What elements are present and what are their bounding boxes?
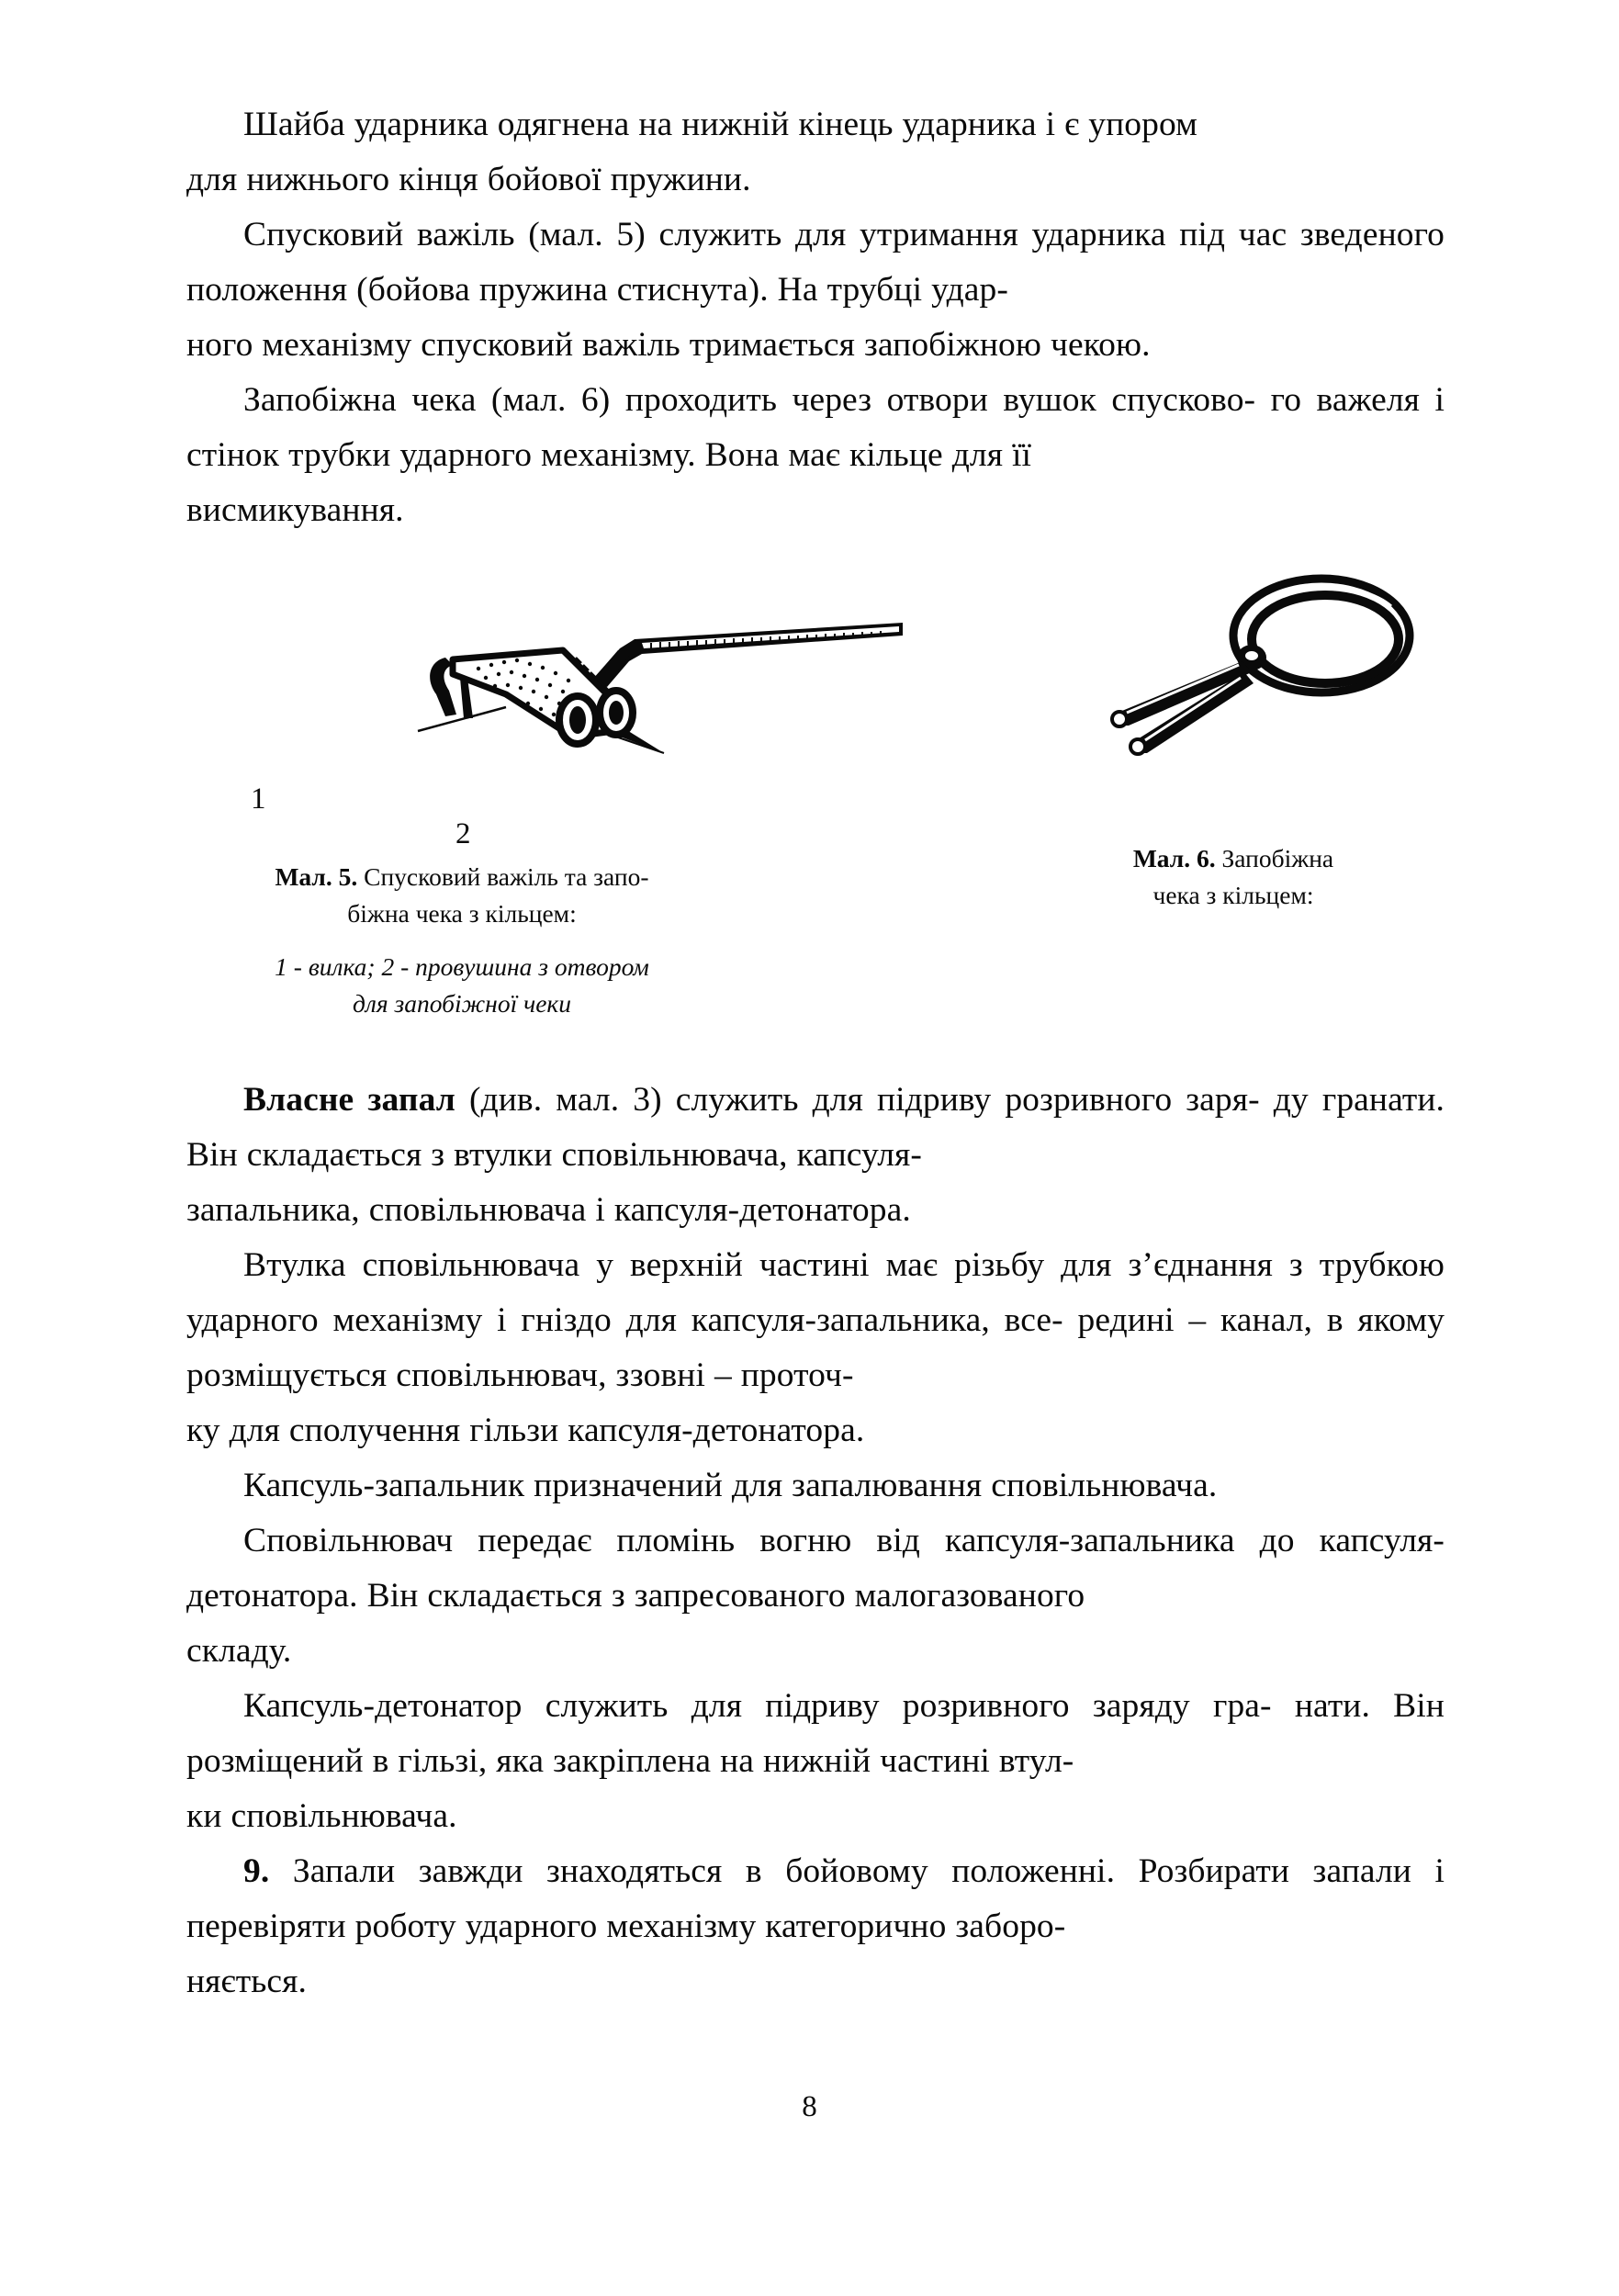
figure-5-caption	[150, 859, 774, 932]
figure-5-callout-1: 1	[251, 782, 266, 816]
figure-5-callout-2: 2	[455, 817, 471, 850]
paragraph-1-line-2: для нижнього кінця бойової пружини.	[186, 161, 751, 198]
figure-group	[186, 569, 1445, 1038]
figure-6-caption-label: Мал. 6.	[1132, 844, 1216, 872]
paragraph-9-bold-lead: 9.	[243, 1852, 270, 1890]
paragraph-5-line-1: Втулка сповільнювача у верхній частині має різьбу для з’єднання	[243, 1246, 1273, 1284]
paragraph-2-line-3: ного механізму спусковий важіль тримається запобіжною чекою.	[186, 326, 1151, 364]
figure-5-illustration	[388, 569, 903, 790]
paragraph-4-line-1: (див. мал. 3) служить для підриву розривного заря-	[455, 1081, 1260, 1119]
paragraph-4	[186, 1073, 1445, 1238]
paragraph-5-line-2: з трубкою ударного механізму і гніздо для капсуля-запальника, все-	[186, 1246, 1445, 1339]
paragraph-3	[186, 373, 1445, 538]
figure-6-caption	[1013, 840, 1454, 914]
paragraph-6-line-1: Капсуль-запальник призначений для запалювання сповільнювача.	[243, 1467, 1218, 1504]
paragraph-9-line-2: запали і перевіряти роботу ударного механізму категорично заборо-	[186, 1852, 1445, 1945]
paragraph-2	[186, 208, 1445, 373]
paragraph-4-line-2: ду гранати. Він складається з втулки сповільнювача, капсуля-	[186, 1081, 1445, 1174]
paragraph-6	[186, 1458, 1445, 1514]
paragraph-3-line-2: го важеля і стінок трубки ударного механізму. Вона має кільце для її	[186, 381, 1445, 474]
paragraph-2-line-1: Спусковий важіль (мал. 5) служить для утримання ударника під	[243, 216, 1226, 253]
figure-5-caption-label: Мал. 5.	[275, 862, 358, 891]
paragraph-8-line-1: Капсуль-детонатор служить для підриву розривного заряду гра-	[243, 1687, 1272, 1725]
paragraph-7-line-3: складу.	[186, 1632, 292, 1670]
paragraph-7-line-1: Сповільнювач передає пломінь вогню від капсуля-запальника до	[243, 1522, 1295, 1559]
paragraph-1	[186, 97, 1445, 208]
paragraph-8-line-2: нати. Він розміщений в гільзі, яка закріплена на нижній частині втул-	[186, 1687, 1445, 1780]
figure-5-key-line1: 1 - вилка; 2 - провушина з отвором	[275, 952, 649, 981]
paragraph-3-line-3: висмикування.	[186, 491, 404, 529]
paragraph-2-line-2: час зведеного положення (бойова пружина стиснута). На трубці удар-	[186, 216, 1445, 309]
paragraph-9-line-1: Запали завжди знаходяться в бойовому положенні. Розбирати	[269, 1852, 1289, 1890]
paragraph-3-line-1: Запобіжна чека (мал. 6) проходить через отвори вушок спусково-	[243, 381, 1256, 419]
paragraph-5-line-4: ку для сполучення гільзи капсуля-детонатора.	[186, 1412, 865, 1449]
paragraph-7-line-2: капсуля-детонатора. Він складається з запресованого малогазованого	[186, 1522, 1445, 1615]
paragraph-9-line-3: няється.	[186, 1963, 307, 2000]
paragraph-7	[186, 1514, 1445, 1679]
figure-5-caption-line2: біжна чека з кільцем:	[347, 899, 577, 928]
figure-6-caption-text: Запобіжна	[1215, 844, 1334, 872]
paragraph-1-line-1: Шайба ударника одягнена на нижній кінець ударника і є упором	[243, 106, 1197, 143]
text-block-top	[186, 97, 1445, 538]
paragraph-9	[186, 1844, 1445, 2009]
page-number: 8	[802, 2090, 817, 2123]
figure-6-caption-line2: чека з кільцем:	[1152, 881, 1314, 909]
paragraph-5	[186, 1238, 1445, 1458]
figure-6-illustration	[1105, 569, 1435, 790]
figure-5-key-line2: для запобіжної чеки	[352, 989, 572, 1018]
paragraph-8-line-3: ки сповільнювача.	[186, 1797, 457, 1835]
text-block-main	[186, 1073, 1445, 2009]
figure-5-key	[150, 949, 774, 1022]
paragraph-4-line-3: запальника, сповільнювача і капсуля-детонатора.	[186, 1191, 911, 1229]
paragraph-8	[186, 1679, 1445, 1844]
paragraph-5-line-3: редині – канал, в якому розміщується сповільнювач, ззовні – проточ-	[186, 1301, 1445, 1394]
paragraph-4-bold-lead: Власне запал	[243, 1081, 455, 1119]
figure-5-caption-text: Спусковий важіль та запо-	[357, 862, 649, 891]
